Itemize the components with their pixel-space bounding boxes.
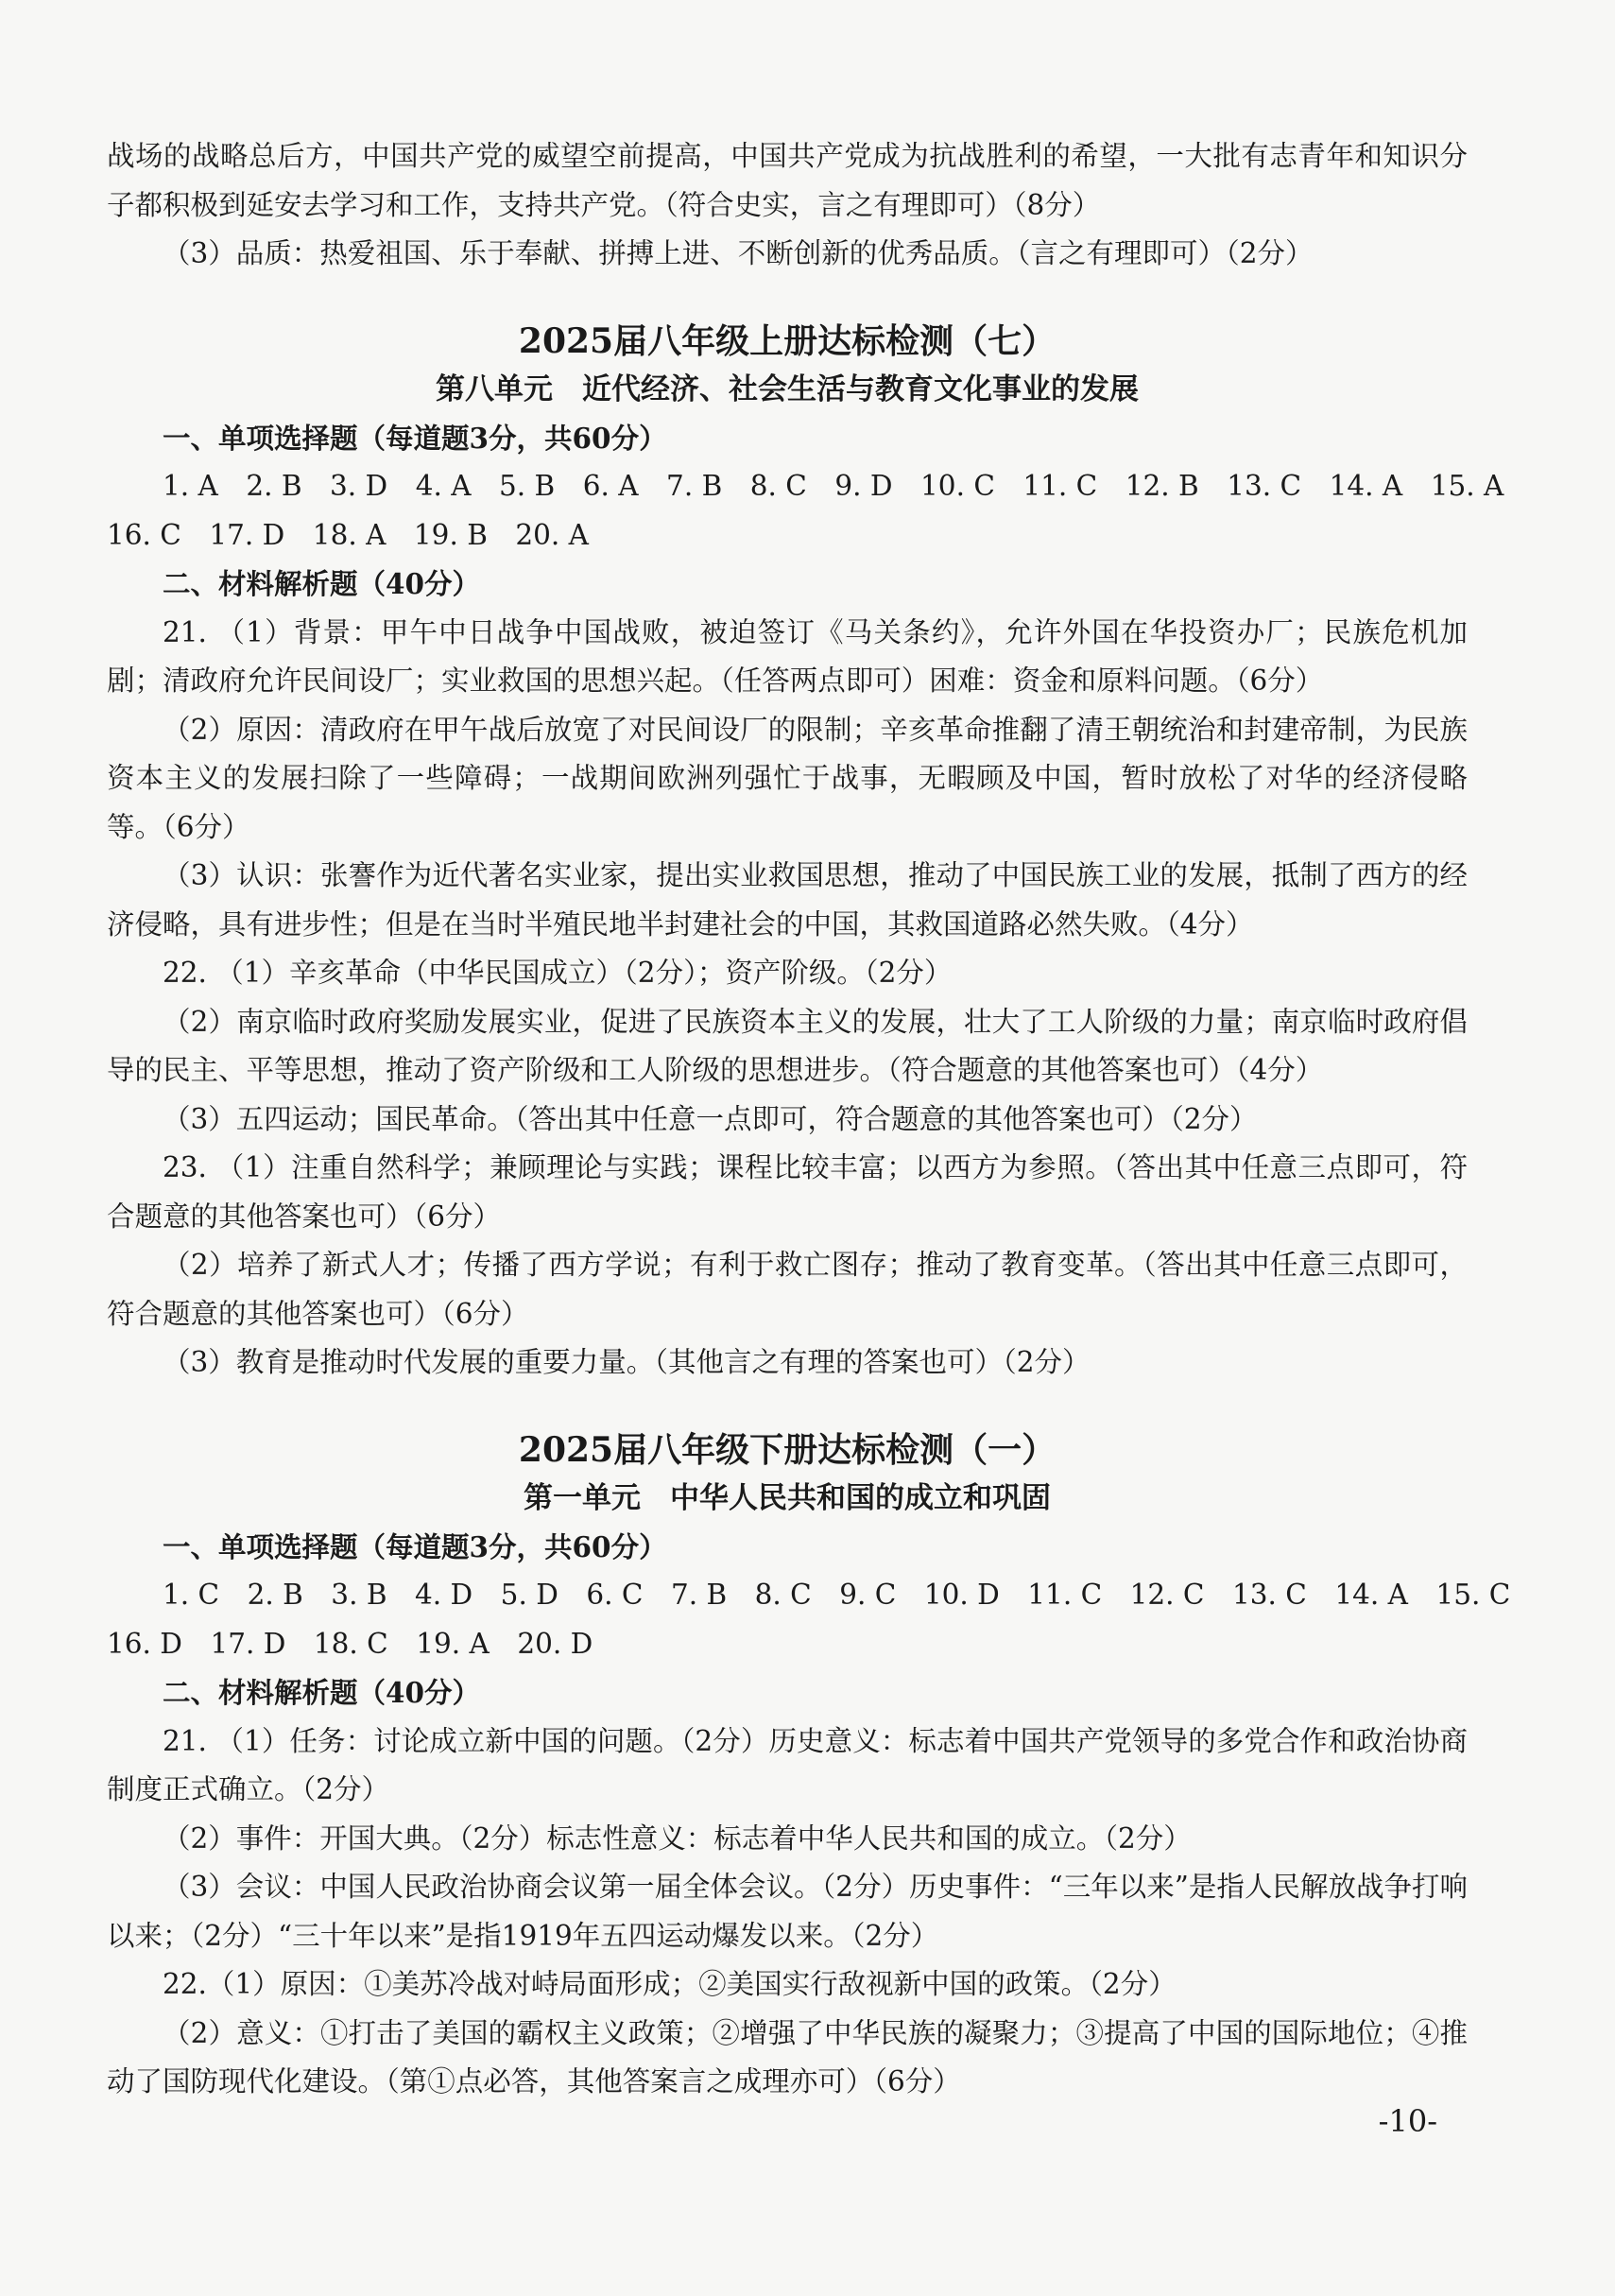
section2-answer-paragraph: （2）意义：①打击了美国的霸权主义政策；②增强了中华民族的凝聚力；③提高了中国的国际地位；④推动了国防现代化建设。（第①点必答，其他答案言之成理亦可）（6分） [107, 2016, 1468, 2097]
section1-mc-answers-line1: 1. A 2. B 3. D 4. A 5. B 6. A 7. B 8. C 9. D 10. C 11. C 12. B 13. C 14. A 15. A [163, 470, 1504, 502]
section2-answer-paragraph: （3）会议：中国人民政治协商会议第一届全体会议。（2分）历史事件：“三年以来”是指人民解放战争打响以来；（2分）“三十年以来”是指1919年五四运动爆发以来。（2分） [107, 1871, 1468, 1952]
section1-title: 2025届八年级上册达标检测（七） [518, 320, 1057, 361]
section1-answer-paragraph: （3）教育是推动时代发展的重要力量。（其他言之有理的答案也可）（2分） [163, 1346, 1091, 1378]
section1-answer-paragraph: （3）认识：张謇作为近代著名实业家，提出实业救国思想，推动了中国民族工业的发展，抵制了西方的经济侵略，具有进步性；但是在当时半殖民地半封建社会的中国，其救国道路必然失败。（4分） [107, 859, 1468, 941]
section1-answer-paragraph: 22. （1）辛亥革命（中华民国成立）（2分）；资产阶级。（2分） [163, 957, 953, 989]
spacer [107, 279, 1468, 317]
section2-mc-answers-line2: 16. D 17. D 18. C 19. A 20. D [107, 1627, 593, 1660]
section2-mc-answers-line1: 1. C 2. B 3. B 4. D 5. D 6. C 7. B 8. C 9. C 10. D 11. C 12. C 13. C 14. A 15. C [163, 1579, 1511, 1611]
section2-answer-paragraph: （2）事件：开国大典。（2分）标志性意义：标志着中华人民共和国的成立。（2分） [163, 1821, 1192, 1855]
section2-title: 2025届八年级下册达标检测（一） [518, 1429, 1057, 1470]
section2-material-label: 二、材料解析题（40分） [163, 1676, 481, 1709]
section2-subtitle: 第一单元 中华人民共和国的成立和巩固 [524, 1480, 1051, 1515]
section2-answer-paragraph: 21. （1）任务：讨论成立新中国的问题。（2分）历史意义：标志着中国共产党领导的多党合作和政治协商制度正式确立。（2分） [107, 1724, 1468, 1805]
section1-answer-paragraph: 23. （1）注重自然科学；兼顾理论与实践；课程比较丰富；以西方为参照。（答出其中任意三点即可，符合题意的其他答案也可）（6分） [107, 1151, 1468, 1233]
section1-answer-paragraph: （2）原因：清政府在甲午战后放宽了对民间设厂的限制；辛亥革命推翻了清王朝统治和封建帝制，为民族资本主义的发展扫除了一些障碍；一战期间欧洲列强忙于战事，无暇顾及中国，暂时放松了对华的经济侵略等。（6分） [107, 713, 1468, 843]
answer-page [107, 132, 1511, 2107]
section1-answer-paragraph: （2）培养了新式人才；传播了西方学说；有利于救亡图存；推动了教育变革。（答出其中任意三点即可，符合题意的其他答案也可）（6分） [107, 1249, 1468, 1330]
section2-mc-label: 一、单项选择题（每道题3分，共60分） [163, 1529, 667, 1563]
continuation-q3: （3）品质：热爱祖国、乐于奉献、拼搏上进、不断创新的优秀品质。（言之有理即可）（2分） [163, 237, 1314, 269]
section1-answer-paragraph: （3）五四运动；国民革命。（答出其中任意一点即可，符合题意的其他答案也可）（2分） [163, 1102, 1258, 1135]
section1-mc-answers-line2: 16. C 17. D 18. A 19. B 20. A [107, 518, 589, 551]
section1-material-label: 二、材料解析题（40分） [163, 567, 481, 600]
spacer [107, 1388, 1468, 1425]
section1-answer-paragraph: （2）南京临时政府奖励发展实业，促进了民族资本主义的发展，壮大了工人阶级的力量；南京临时政府倡导的民主、平等思想，推动了资产阶级和工人阶级的思想进步。（符合题意的其他答案也可）（4分） [107, 1005, 1468, 1086]
section1-answer-paragraph: 21. （1）背景：甲午中日战争中国战败，被迫签订《马关条约》，允许外国在华投资办厂；民族危机加剧；清政府允许民间设厂；实业救国的思想兴起。（任答两点即可）困难：资金和原料问题。（6分） [107, 615, 1468, 697]
continuation-text: 战场的战略总后方，中国共产党的威望空前提高，中国共产党成为抗战胜利的希望，一大批有志青年和知识分子都积极到延安去学习和工作，支持共产党。（符合史实，言之有理即可）（8分） [107, 140, 1468, 221]
page-number: -10- [1378, 2103, 1437, 2139]
section1-mc-label: 一、单项选择题（每道题3分，共60分） [163, 421, 667, 455]
section1-subtitle: 第八单元 近代经济、社会生活与教育文化事业的发展 [436, 371, 1139, 406]
section2-answer-paragraph: 22.（1）原因：①美苏冷战对峙局面形成；②美国实行敌视新中国的政策。（2分） [163, 1968, 1177, 2000]
